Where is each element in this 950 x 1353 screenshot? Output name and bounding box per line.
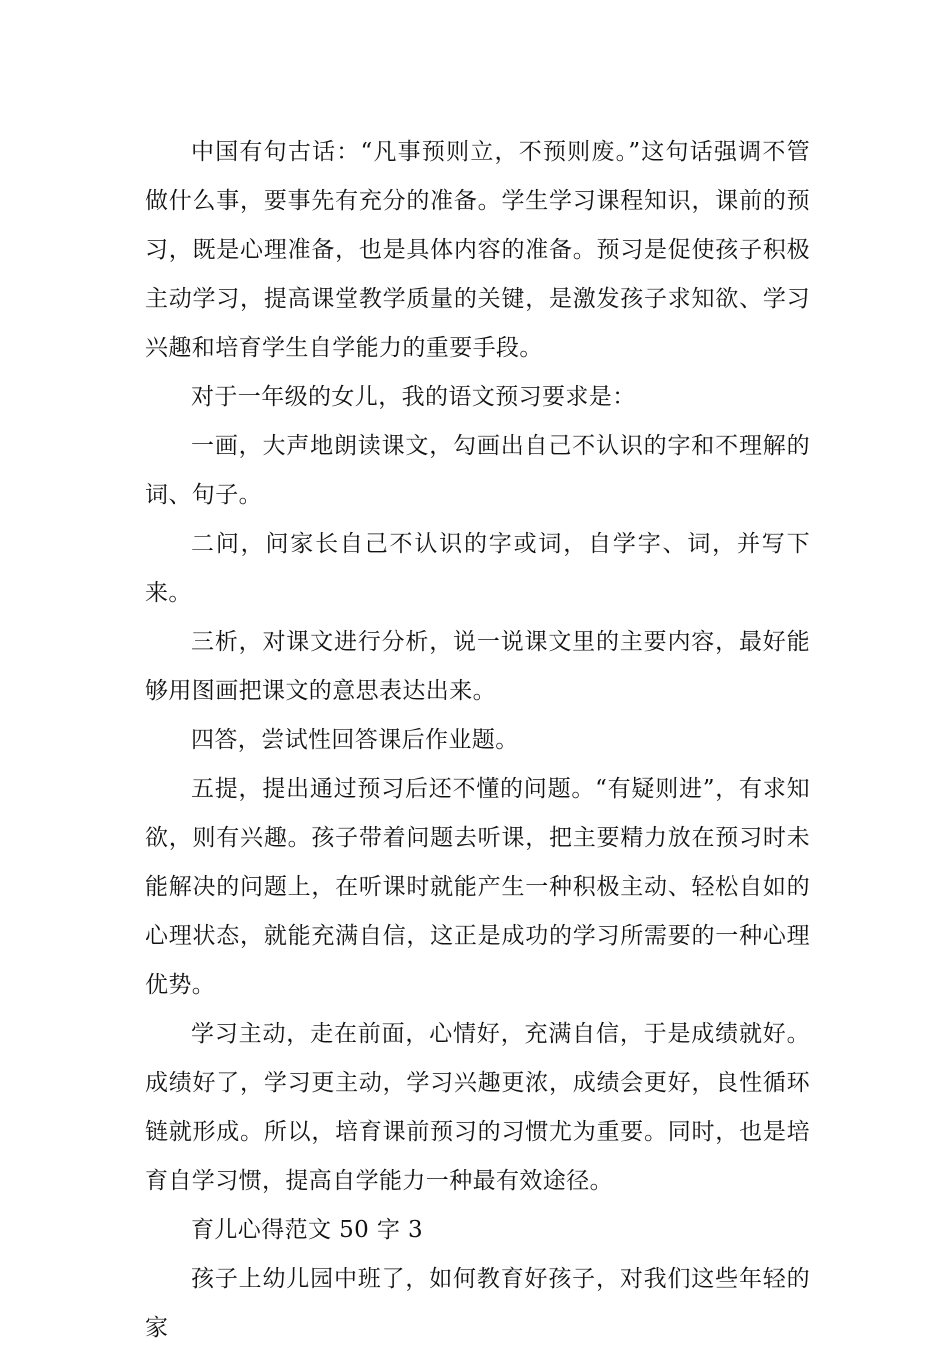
paragraph-preview-proverb: 中国有句古话：“凡事预则立，不预则废。”这句话强调不管做什么事，要事先有充分的准备。学生学习课程知识，课前的预习，既是心理准备，也是具体内容的准备。预习是促使孩子积极主动学习，提高课堂教学质量的关键，是激发孩子求知欲、学习兴趣和培育学生自学能力的重要手段。 <box>145 139 810 361</box>
paragraph-step-analyze: 三析，对课文进行分析，说一说课文里的主要内容，最好能够用图画把课文的意思表达出来。 <box>145 629 810 704</box>
paragraph-step-ask: 二问，问家长自己不认识的字或词，自学字、词，并写下来。 <box>145 531 810 606</box>
paragraph-conclusion: 学习主动，走在前面，心情好，充满自信，于是成绩就好。成绩好了，学习更主动，学习兴趣更浓，成绩会更好，良性循环链就形成。所以，培育课前预习的习惯尤为重要。同时，也是培育自学习惯，提高自学能力一种最有效途径。 <box>145 1021 810 1194</box>
paragraph-requirements-intro: 对于一年级的女儿，我的语文预习要求是： <box>191 384 636 410</box>
paragraph-step-answer: 四答，尝试性回答课后作业题。 <box>191 727 519 753</box>
paragraph-kindergarten: 孩子上幼儿园中班了，如何教育好孩子，对我们这些年轻的家 <box>145 1266 810 1341</box>
section-heading: 育儿心得范文 50 字 3 <box>191 1217 424 1243</box>
document-body <box>145 128 810 1353</box>
paragraph-step-question: 五提，提出通过预习后还不懂的问题。“有疑则进”，有求知欲，则有兴趣。孩子带着问题去听课，把主要精力放在预习时未能解决的问题上，在听课时就能产生一种积极主动、轻松自如的心理状态，就能充满自信，这正是成功的学习所需要的一种心理优势。 <box>145 776 810 998</box>
paragraph-step-draw: 一画，大声地朗读课文，勾画出自己不认识的字和不理解的词、句子。 <box>145 433 810 508</box>
